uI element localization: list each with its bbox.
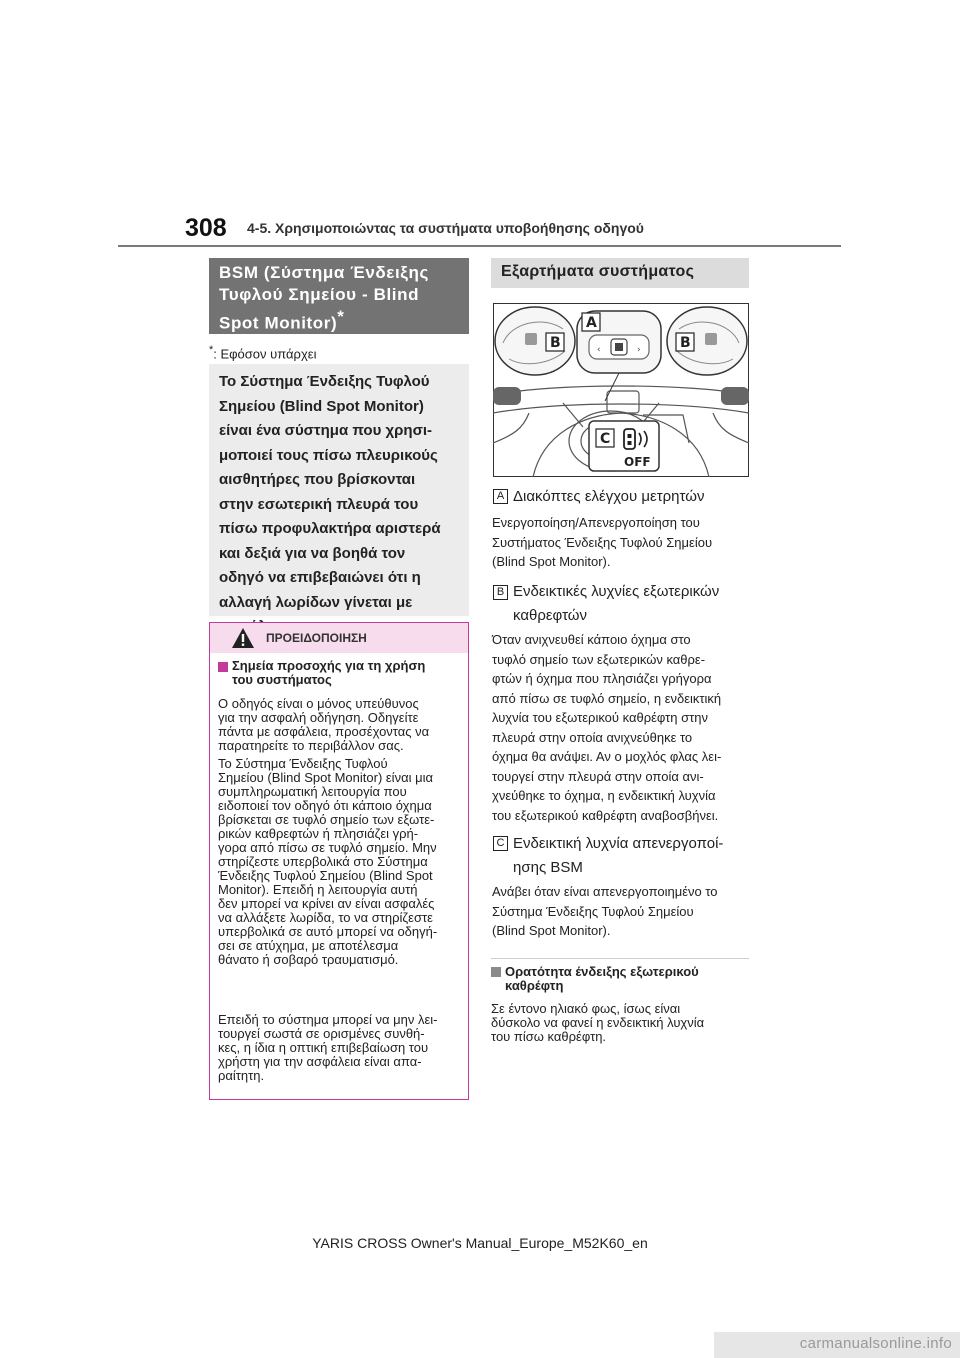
section-title: 4-5. Χρησιμοποιώντας τα συστήματα υποβοήθησης οδηγού [247,220,644,236]
dashboard-diagram [493,303,749,477]
page-footer: YARIS CROSS Owner's Manual_Europe_M52K60_en [312,1235,648,1251]
diagram-label-c: C [600,431,611,447]
warning-heading: Σημεία προσοχής για τη χρήση του συστήματος [232,658,426,687]
footnote-mark: * [209,344,214,356]
item-desc-c: Ανάβει όταν είναι απενεργοποιημένο το Σύστημα Ένδειξης Τυφλού Σημείου (Blind Spot Monitor). [492,884,718,938]
item-desc-a: Ενεργοποίηση/Απενεργοποίηση του Συστήματος Ένδειξης Τυφλού Σημείου (Blind Spot Monitor). [492,515,713,569]
watermark-text: carmanualsonline.info [799,1335,952,1352]
item-tag-b: B [493,585,508,600]
bsm-title: BSM (Σύστημα Ένδειξης Τυφλού Σημείου - Blind Spot Monitor) [219,263,429,333]
visibility-body: Σε έντονο ηλιακό φως, ίσως είναι δύσκολο να φανεί η ενδεικτική λυχνία του πίσω καθρέφτη. [491,1001,705,1044]
footnote [209,344,316,361]
warning-box [209,622,469,1100]
square-bullet-icon [491,967,501,977]
page-number: 308 [185,214,227,242]
watermark [714,1332,960,1358]
item-tag-a: A [493,489,508,504]
diagram-label-a: A [586,315,597,331]
intro-box [209,364,469,616]
warning-header [210,623,468,653]
components-title-box [491,258,749,288]
footnote-text: : Εφόσον υπάρχει [213,346,317,362]
warning-label: ΠΡΟΕΙΔΟΠΟΙΗΣΗ [266,631,367,645]
diagram-label-b-left: B [550,335,561,351]
item-title-c: Ενδεικτική λυχνία απενεργοποί- ησης BSM [513,835,724,876]
warning-heading-row [218,658,462,687]
bsm-title-box [209,258,469,334]
visibility-heading: Ορατότητα ένδειξης εξωτερικού καθρέφτη [505,964,699,993]
warning-paragraph-2: Το Σύστημα Ένδειξης Τυφλού Σημείου (Blind Spot Monitor) είναι μια συμπληρωματική λειτουργία που ειδοποιεί τον οδηγό ότι κάποιο όχημα βρίσκεται σε τυφλό σημείο των εξωτε- ρικών καθρεφτών ή πλησιάζει γρή- γορα από πίσω σε τυφλό σημείο. Μην στηρίζεστε υπερβολικά στο Σύστημα Ένδειξης Τυφλού Σημείου (Blind Spot Monitor). Επειδή η λειτουργία αυτή δεν μπορεί να κρίνει αν είναι ασφαλές να αλλάξετε λωρίδα, το να στηρίζεστε υπερβολικά σε αυτό μπορεί να οδηγή- σει σε ατύχημα, με αποτέλεσμα θάνατο ή σοβαρό τραυματισμό. [218,756,438,967]
bsm-title-mark: * [337,307,345,326]
item-title-b: Ενδεικτικές λυχνίες εξωτερικών καθρεφτών [513,583,720,624]
off-text: OFF [624,455,651,469]
components-title: Εξαρτήματα συστήματος [501,263,695,280]
intro-text: Το Σύστημα Ένδειξης Τυφλού Σημείου (Blind Spot Monitor) είναι ένα σύστημα που χρησι- μοποιεί τους πίσω πλευρικούς αισθητήρες που βρίσκονται στην εσωτερική πλευρά του πίσω προφυλακτήρα αριστερά και δεξιά για να βοηθά τον οδηγό να επιβεβαιώνει ότι η αλλαγή λωρίδων γίνεται με [219,373,441,611]
header-rule [118,245,841,247]
warning-triangle-icon [231,627,255,649]
svg-text:›: › [637,345,641,355]
square-bullet-icon [218,662,228,672]
svg-text:‹: ‹ [597,345,601,355]
right-divider [491,958,749,959]
item-title-a: Διακόπτες ελέγχου μετρητών [513,488,705,505]
warning-paragraph-3: Επειδή το σύστημα μπορεί να μην λει- τουργεί σωστά σε ορισμένες συνθή- κες, η ίδια η οπτική επιβεβαίωση του χρήστη για την ασφάλεια είναι απα- ραίτητη. [218,1012,438,1083]
item-tag-c: C [493,836,508,851]
diagram-label-b-right: B [680,335,691,351]
warning-paragraph-1: Ο οδηγός είναι ο μόνος υπεύθυνος για την ασφαλή οδήγηση. Οδηγείτε πάντα με ασφάλεια, προσέχοντας να παρατηρείτε το περιβάλλον σας. [218,696,430,753]
item-desc-b: Όταν ανιχνευθεί κάποιο όχημα στο τυφλό σημείο των εξωτερικών καθρε- φτών ή όχημα που πλησιάζει γρήγορα από πίσω σε τυφλό σημείο, η ενδεικτική λυχνία του εξωτερικού καθρέφτη στην πλευρά στην οποία ανιχνεύθηκε το όχημα θα ανάψει. Αν ο μοχλός φλας λει- τουργεί στην πλευρά στην οποία ανι- χνεύθηκε το όχημα, η ενδεικτική λυχνία του εξωτερικού καθρέφτη αναβοσβήνει. [492,632,722,823]
